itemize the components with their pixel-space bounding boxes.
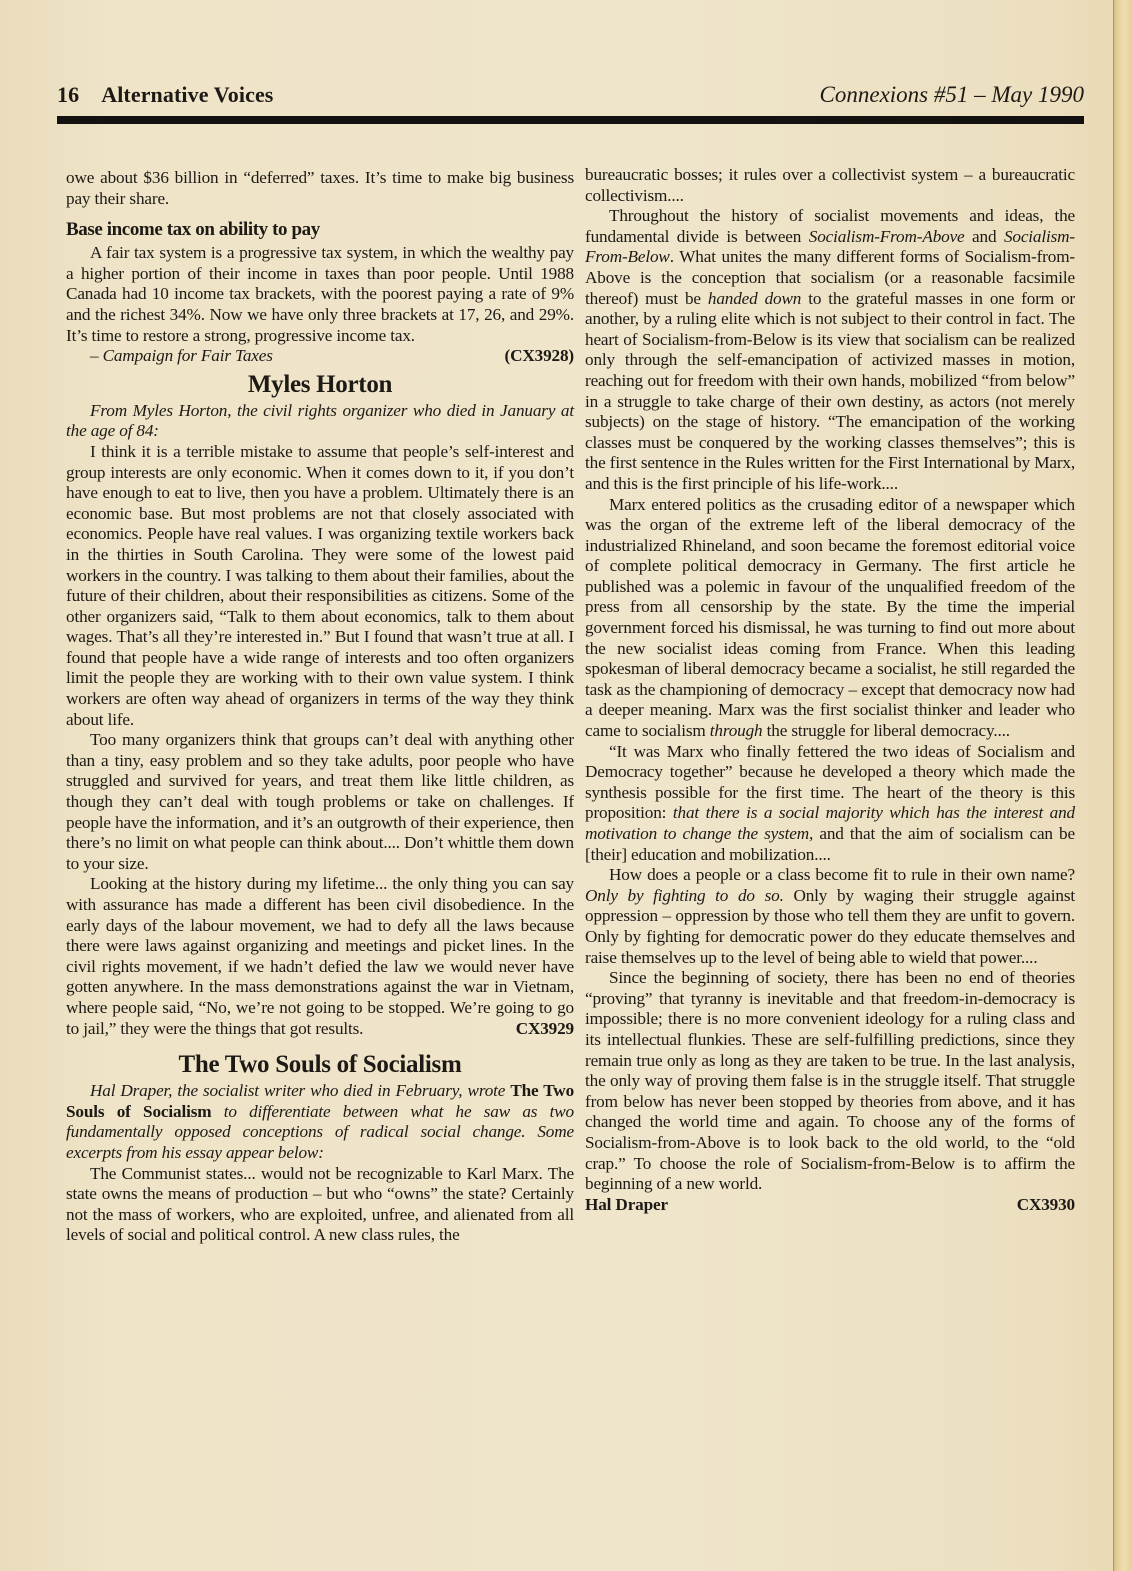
continuation-text: bureaucratic bosses; it rules over a collectivist system – a bureaucratic collectivism....: [585, 165, 1075, 205]
intro-text: Hal Draper, the socialist writer who died in February, wrote: [90, 1081, 511, 1101]
text: and: [964, 226, 1004, 246]
tax-section-body: A fair tax system is a progressive tax system, in which the wealthy pay a higher portion of their income in taxes than poor people. Until 1988 Canada had 10 income tax brackets, with the poorest paying a rate of 9% and the richest 34%. Now we have only three brackets at 17, 26, and 29%. It’s time to restore a strong, progressive income tax.: [66, 243, 574, 345]
right-column: [585, 165, 1075, 1215]
text: , and that the aim of socialism can be [their] education and mobilization....: [585, 824, 1075, 864]
text: Marx entered politics as the crusading editor of a newspaper which was the organ of the extreme left of the liberal democracy of the industrialized Rhineland, and soon became the foremost editorial voice of complete political democracy in Germany. The first article he published was a polemic in favour of the unqualified freedom of the press from all censorship by the state. By the time the imperial government forced his dismissal, he was turning to find out more about the new socialist ideas coming from France. When this leading spokesman of liberal democracy became a socialist, he still regarded the task as the championing of democracy – except that democracy now had a deeper meaning. Marx was the first socialist thinker and leader who came to socialism: [585, 494, 1075, 741]
emphasis: handed down: [707, 288, 802, 308]
author-signature: Hal Draper: [585, 1194, 668, 1214]
emphasis: Only by fighting to do so.: [585, 885, 784, 905]
article-code: CX3930: [1016, 1194, 1075, 1214]
text: How does a people or a class become fit to rule in their own name?: [609, 865, 1075, 885]
page-edge: [1113, 0, 1132, 1571]
emphasis: that there is a social majority which has the interest and motivation to change the system: [585, 803, 1075, 843]
header-rule: [57, 116, 1084, 124]
article-code: (CX3928): [504, 346, 574, 366]
article-paragraph: [585, 742, 1075, 866]
text: . What unites the many different forms of Socialism-from-Above is the conception that socialism (or a reasonable facsimile thereof) must be: [585, 247, 1075, 308]
text: to the grateful masses in one form or another, by a ruling elite which is not subject to their control in fact. The heart of Socialism-from-Below is its view that socialism can be realized only through the self-emancipation of activized masses in motion, reaching out for freedom with their own hands, mobilized “from below” in a struggle to take charge of their own destiny, as actors (not merely subjects) on the stage of history. “The emancipation of the working classes must be conquered by the working classes themselves”; this is the first sentence in the Rules written for the First International by Marx, and this is the first principle of his life-work....: [585, 288, 1075, 493]
article-title-horton: Myles Horton: [247, 370, 393, 398]
tax-attribution: [66, 346, 574, 367]
paragraph-text: Looking at the history during my lifetime... the only thing you can say with assurance has made a different has been civil disobedience. In the early days of the labour movement, we had to defy all the laws because there were laws against organizing and meetings and picket lines. In the civil rights movement, if we hadn’t defied the law we would never have gotten anywhere. In the mass demonstrations against the war in Vietnam, where people said, “No, we’re not going to be stopped. We’re going to go to jail,” they were the things that got results.: [66, 874, 574, 1038]
tax-section-heading: Base income tax on ability to pay: [66, 219, 320, 241]
signature-line: [585, 1195, 1075, 1216]
article-intro-horton: From Myles Horton, the civil rights organizer who died in January at the age of 84:: [66, 400, 574, 441]
article-title-draper: The Two Souls of Socialism: [178, 1051, 462, 1079]
article-paragraph: [585, 206, 1075, 494]
intro-text: to differentiate between what he saw as two fundamentally opposed conceptions of radical social change. Some excerpts from his essay appear below:: [66, 1101, 574, 1162]
text: Throughout the history of socialist movements and ideas, the fundamental divide is between: [585, 206, 1075, 246]
article-paragraph: Since the beginning of society, there has been no end of theories “proving” that tyranny is inevitable and that freedom-in-democracy is impossible; there is no more convenient ideology for a ruling class and its intellectual flunkies. These are self-fulfilling predictions, since they remain true only as long as they are taken to be true. In the last analysis, the only way of proving them false is in the struggle itself. That struggle from below has never been stopped by theories from above, and it has changed the world time and again. To choose any of the forms of Socialism-from-Above is to look back to the old world, to the “old crap.” To choose the role of Socialism-from-Below is to affirm the beginning of a new world.: [585, 968, 1075, 1194]
attribution-source: – Campaign for Fair Taxes: [90, 346, 273, 366]
article-paragraph: [585, 865, 1075, 968]
article-paragraph: Too many organizers think that groups can’t deal with anything other than a tiny, easy problem and so they take adults, poor people who have struggled and survived for years, and treat them like little children, as though they can’t deal with tough problems or take on challenges. If people have the information, and it’s an outgrowth of their experience, then there’s no limit on what people can think about.... Don’t whittle them down to your size.: [66, 730, 574, 873]
article-paragraph: I think it is a terrible mistake to assume that people’s self-interest and group interests are only economic. When it comes down to it, if you don’t have enough to eat to live, then you have a problem. Ultimately there is an economic base. But most problems are not that closely associated with economics. People have real values. I was organizing textile workers back in the thirties in South Carolina. They were some of the lowest paid workers in the country. I was talking to them about their families, about the future of their children, about their responsibilities as citizens. Some of the other organizers said, “Talk to them about economics, talk to them about wages. That’s all they’re interested in.” But I found that wasn’t true at all. I found that people have a wide range of interests and too often organizers limit the people they are working with to their own value system. I think workers are often way ahead of organizers in terms of the way they think about life.: [66, 441, 574, 729]
emphasis: through: [709, 721, 763, 741]
section-title: Alternative Voices: [101, 82, 274, 107]
continuation-text: owe about $36 billion in “deferred” taxes. It’s time to make big business pay their share.: [66, 168, 574, 208]
header-left: [57, 82, 273, 108]
article-paragraph: [585, 495, 1075, 742]
left-column: [66, 168, 574, 1246]
text: Only by waging their struggle against oppression – oppression by those who tell them they are unfit to govern. Only by fighting for democratic power do they educate themselves and raise themselves up to the level of being able to wield that power....: [585, 885, 1075, 967]
publication-issue: Connexions #51 – May 1990: [819, 82, 1084, 107]
article-paragraph: [66, 874, 574, 1039]
article-intro-draper: [66, 1081, 574, 1163]
page-number: 16: [57, 82, 80, 107]
text: “It was Marx who finally fettered the two ideas of Socialism and Democracy together” because he developed a theory which made the synthesis possible for the first time. The heart of the theory is this proposition:: [585, 741, 1075, 823]
emphasis: Socialism-From-Below: [585, 226, 1075, 267]
emphasis: Socialism-From-Above: [808, 226, 965, 246]
article-paragraph: The Communist states... would not be recognizable to Karl Marx. The state owns the means of production – but who “owns” the state? Certainly not the mass of workers, who are exploited, unfree, and alienated from all levels of social and political control. A new class rules, the: [66, 1163, 574, 1245]
book-title: The Two Souls of Socialism: [66, 1081, 575, 1121]
text: the struggle for liberal democracy....: [762, 721, 1010, 741]
page-header: [57, 82, 1084, 114]
article-code: CX3929: [515, 1018, 574, 1038]
